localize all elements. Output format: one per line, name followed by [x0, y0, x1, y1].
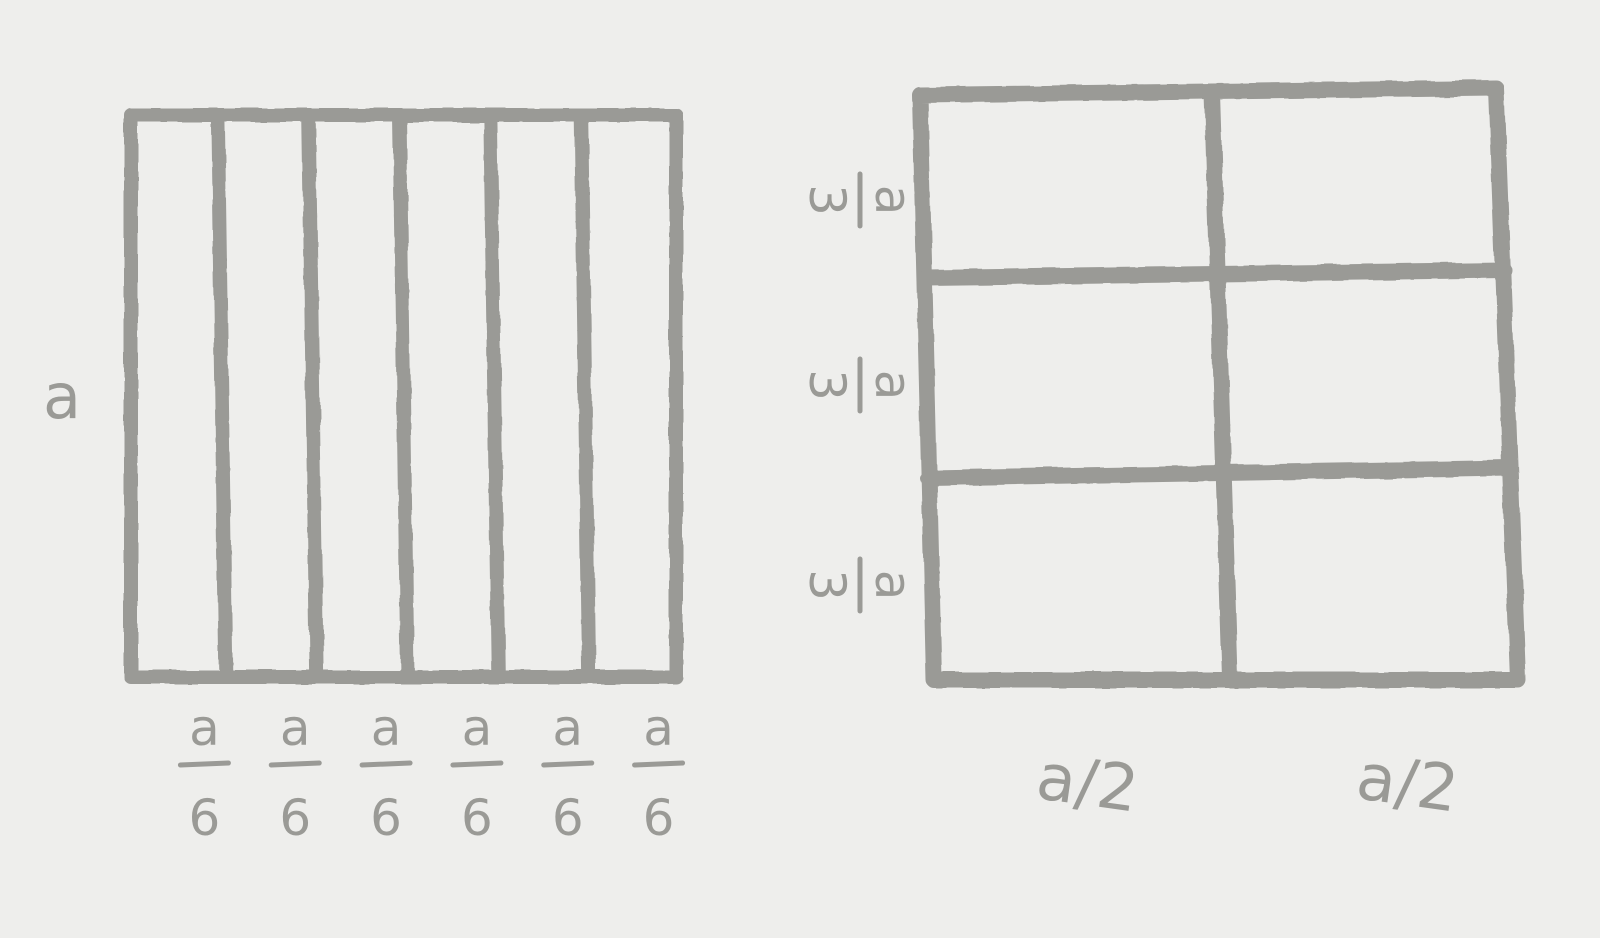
fraction-numerator: a	[552, 699, 584, 757]
fraction-denominator: 6	[461, 789, 493, 847]
left-square-column-divider	[309, 115, 317, 677]
left-square-column-divider	[400, 115, 408, 677]
fraction-denominator: 3	[798, 369, 856, 401]
left-square-column-divider	[490, 115, 498, 677]
fraction-numerator: a	[370, 699, 402, 757]
fraction-denominator: 6	[551, 789, 584, 847]
fraction-numerator: a	[643, 699, 674, 757]
fraction-numerator: a	[864, 369, 922, 401]
fraction-denominator: 6	[279, 789, 312, 847]
left-square-column-divider	[218, 115, 226, 677]
right-square-vertical-divider	[1212, 93, 1230, 678]
fraction-bar	[544, 763, 592, 765]
left-square-six-columns	[131, 115, 676, 677]
row-fraction-label	[798, 559, 922, 611]
right-square-column-label: a/2	[1032, 740, 1143, 828]
fraction-denominator: 6	[370, 789, 402, 847]
left-square-column-labels	[180, 699, 682, 847]
fraction-numerator: a	[279, 699, 311, 757]
right-square-row-divider-1	[926, 270, 1504, 278]
row-fraction-label	[798, 359, 922, 411]
right-square-row-labels	[798, 174, 922, 611]
right-square-row-divider-2	[928, 468, 1510, 478]
fraction-bar	[635, 763, 683, 765]
fraction-denominator: 6	[642, 789, 675, 847]
fraction-denominator: 6	[188, 789, 221, 847]
row-fraction-label	[798, 174, 922, 226]
right-square-column-label: a/2	[1352, 740, 1463, 828]
fraction-numerator: a	[864, 569, 922, 601]
fraction-bar	[180, 763, 228, 765]
left-square-column-divider	[581, 115, 589, 677]
fraction-bar	[453, 763, 501, 765]
right-square-grid	[920, 88, 1518, 680]
fraction-bar	[362, 763, 410, 765]
fraction-numerator: a	[461, 699, 493, 757]
fraction-numerator: a	[864, 184, 922, 216]
fraction-numerator: a	[189, 699, 220, 757]
fraction-denominator: 3	[798, 569, 856, 601]
left-square-side-label: a	[43, 360, 81, 433]
fraction-denominator: 3	[798, 184, 856, 216]
fraction-bar	[271, 763, 319, 765]
left-square-column-dividers	[218, 115, 589, 677]
